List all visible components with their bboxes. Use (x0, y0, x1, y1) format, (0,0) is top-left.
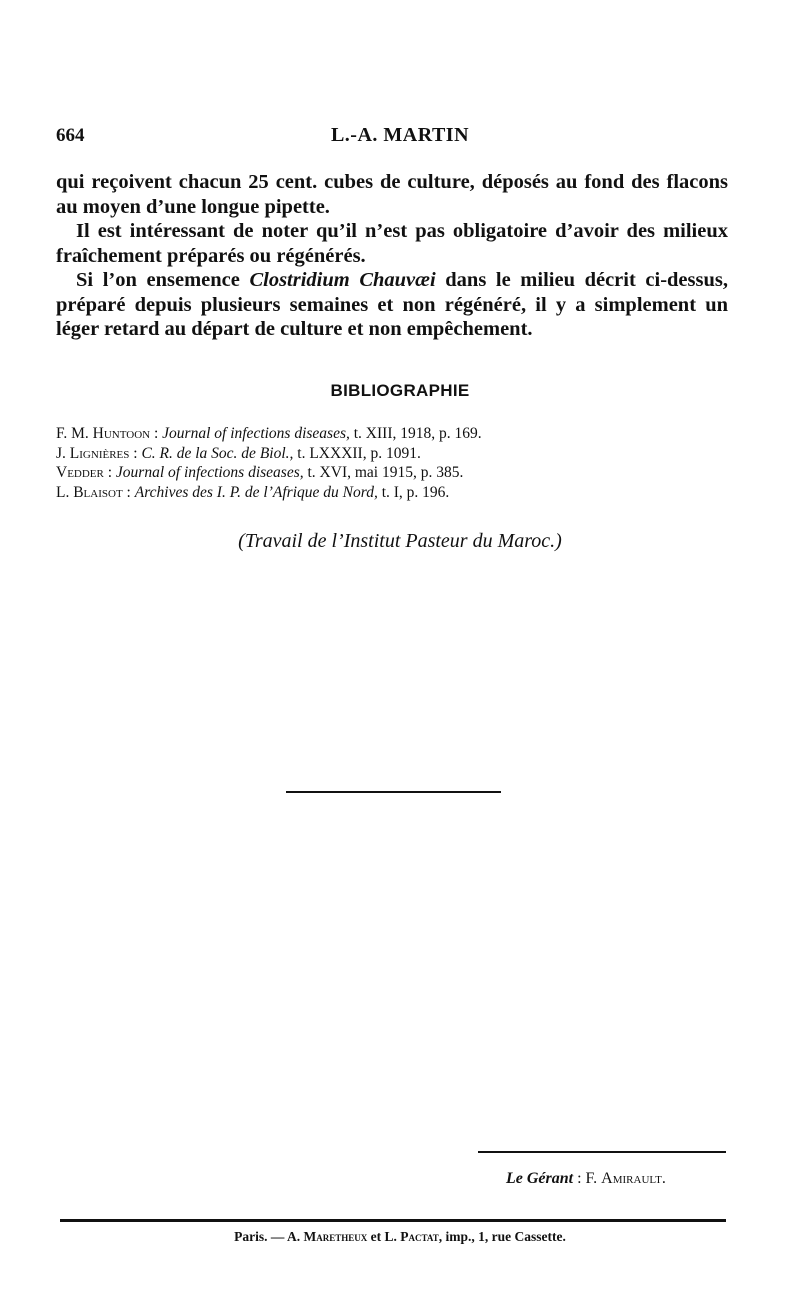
paragraph-line: au moyen d’une longue pipette. (56, 195, 330, 218)
body-text (56, 170, 728, 342)
author-name: Huntoon (92, 425, 151, 442)
separator: : (150, 425, 163, 442)
text-run: dans le milieu décrit ci-dessus, (435, 269, 728, 291)
gerant-label: Le Gérant (506, 1170, 574, 1187)
footer-divider (60, 1219, 726, 1222)
journal-title: Archives des I. P. de l’Afrique du Nord, (134, 483, 378, 501)
author-initials: L. (56, 483, 74, 501)
paragraph-line (56, 268, 728, 293)
paragraph-line: Il est intéressant de noter qu’il n’est pas obligatoire d’avoir des milieux (76, 220, 728, 242)
page-number: 664 (56, 125, 85, 146)
author-name: Blaisot (73, 483, 123, 501)
separator: : (129, 444, 142, 462)
author-initials: F. M. (56, 425, 93, 442)
author-name: Vedder (56, 464, 104, 481)
separator: : (122, 483, 135, 501)
journal-title: C. R. de la Soc. de Biol., (141, 444, 294, 462)
journal-title: Journal of infections diseases, (115, 464, 304, 481)
citation-details: t. XVI, mai 1915, p. 385. (303, 464, 464, 481)
gerant-name: Amirault (601, 1170, 662, 1187)
species-name: Clostridium Chauvæi (249, 269, 436, 291)
printer-name: Maretheux (303, 1229, 368, 1244)
bibliography-entry (56, 463, 482, 483)
author-name: Lignières (69, 444, 130, 462)
printer-text: — A. (267, 1229, 304, 1244)
bibliography-entry (56, 444, 482, 464)
gerant-line (506, 1170, 666, 1188)
institution-credit: (Travail de l’Institut Pasteur du Maroc.) (238, 530, 562, 552)
gerant-separator: : F. (573, 1170, 602, 1187)
author-initials: J. (56, 444, 70, 462)
text-run: Si l’on ensemence (76, 269, 250, 291)
separator: : (103, 464, 116, 481)
bibliography-list (56, 424, 482, 502)
citation-details: t. XIII, 1918, p. 169. (349, 425, 482, 442)
paragraph-line: qui reçoivent chacun 25 cent. cubes de culture, déposés au fond des flacons (56, 171, 728, 193)
bibliography-heading: BIBLIOGRAPHIE (330, 381, 470, 400)
bibliography-entry (56, 483, 482, 503)
citation-details: t. LXXXII, p. 1091. (293, 444, 421, 462)
printer-name: Pactat (400, 1229, 439, 1244)
gerant-divider (478, 1151, 726, 1153)
paragraph-line: léger retard au départ de culture et non empêchement. (56, 318, 533, 340)
running-head: L.-A. MARTIN (330, 124, 470, 146)
gerant-end: . (661, 1170, 666, 1187)
bibliography-entry (56, 424, 482, 444)
printer-address: , imp., 1, rue Cassette. (438, 1229, 566, 1244)
paragraph-line: fraîchement préparés ou régénérés. (56, 244, 366, 267)
paragraph-line: préparé depuis plusieurs semaines et non régénéré, il y a simplement un (56, 293, 728, 316)
journal-title: Journal of infections diseases, (162, 425, 350, 442)
printer-text: et L. (367, 1229, 401, 1244)
printer-city: Paris. (234, 1229, 268, 1244)
section-divider (286, 791, 501, 793)
citation-details: t. I, p. 196. (377, 483, 450, 501)
printer-imprint (0, 1229, 800, 1245)
